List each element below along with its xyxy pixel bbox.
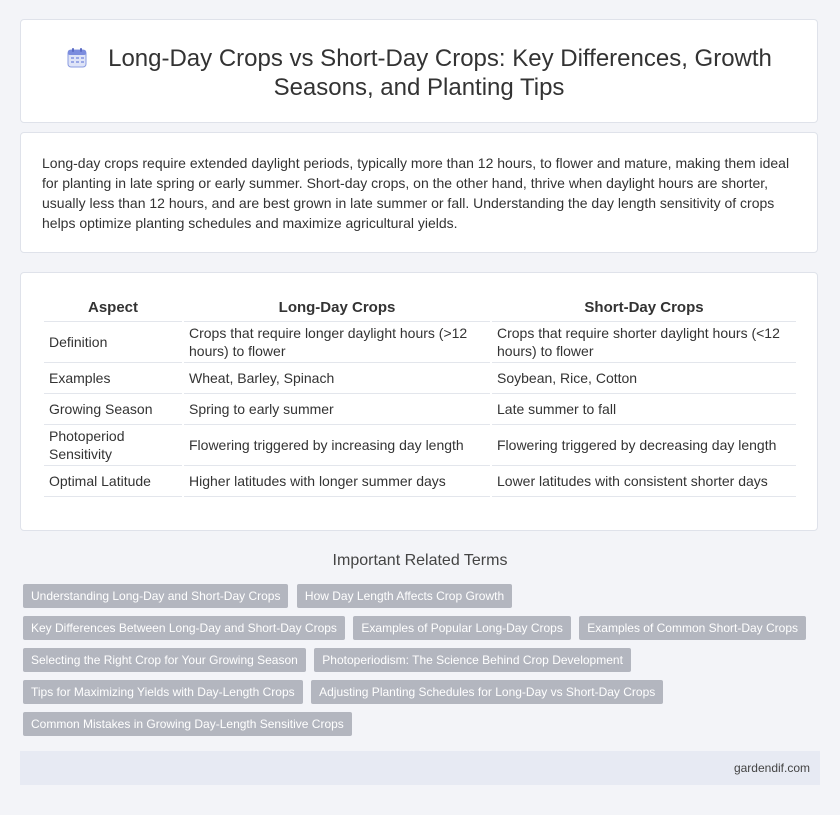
cell-long-day: Wheat, Barley, Spinach [184, 363, 490, 394]
table-row [44, 425, 796, 466]
intro-text: Long-day crops require extended daylight periods, typically more than 12 hours, to flower and mature, making them ideal for planting in late spring or early summer. Short-day crops, on the other hand, thrive when daylight hours are shorter, usually less than 12 hours, and are best grown in late summer or fall. Understanding the day length sensitivity of crops helps optimize planting schedules and maximize agricultural yields. [42, 155, 790, 231]
table-header-row [44, 294, 796, 322]
cell-aspect: Optimal Latitude [44, 466, 182, 497]
comparison-card [20, 272, 818, 531]
related-term-tag[interactable]: Common Mistakes in Growing Day-Length Sensitive Crops [23, 712, 352, 736]
related-term-tag[interactable]: Adjusting Planting Schedules for Long-Day vs Short-Day Crops [311, 680, 663, 704]
footer [20, 751, 820, 785]
related-term-tag[interactable]: Examples of Popular Long-Day Crops [353, 616, 570, 640]
cell-short-day: Flowering triggered by decreasing day length [492, 425, 796, 466]
cell-short-day: Crops that require shorter daylight hours (<12 hours) to flower [492, 322, 796, 363]
page-title [21, 44, 817, 102]
cell-long-day: Spring to early summer [184, 394, 490, 425]
related-terms-title: Important Related Terms [332, 552, 508, 569]
table-row [44, 466, 796, 497]
table-row [44, 394, 796, 425]
cell-aspect: Examples [44, 363, 182, 394]
cell-long-day: Crops that require longer daylight hours (>12 hours) to flower [184, 322, 490, 363]
related-term-tag[interactable]: Understanding Long-Day and Short-Day Crops [23, 584, 288, 608]
title-line-2: Seasons, and Planting Tips [273, 74, 565, 101]
intro-card [20, 132, 818, 253]
calendar-icon [66, 47, 88, 69]
cell-short-day: Soybean, Rice, Cotton [492, 363, 796, 394]
cell-long-day: Higher latitudes with longer summer days [184, 466, 490, 497]
title-card [20, 19, 818, 123]
cell-aspect: Definition [44, 322, 182, 363]
comparison-table [42, 294, 798, 497]
cell-long-day: Flowering triggered by increasing day length [184, 425, 490, 466]
cell-short-day: Late summer to fall [492, 394, 796, 425]
related-term-tag[interactable]: Examples of Common Short-Day Crops [579, 616, 806, 640]
footer-site-link[interactable]: gardendif.com [733, 761, 810, 775]
related-term-tag[interactable]: Key Differences Between Long-Day and Short-Day Crops [23, 616, 345, 640]
cell-aspect: Growing Season [44, 394, 182, 425]
related-term-tag[interactable]: How Day Length Affects Crop Growth [297, 584, 512, 608]
header-long-day: Long-Day Crops [184, 294, 490, 322]
cell-short-day: Lower latitudes with consistent shorter days [492, 466, 796, 497]
related-term-tag[interactable]: Selecting the Right Crop for Your Growing Season [23, 648, 306, 672]
header-aspect: Aspect [44, 294, 182, 322]
header-short-day: Short-Day Crops [492, 294, 796, 322]
related-term-tag[interactable]: Tips for Maximizing Yields with Day-Length Crops [23, 680, 303, 704]
related-term-tag[interactable]: Photoperiodism: The Science Behind Crop Development [314, 648, 631, 672]
related-terms-list [23, 584, 813, 744]
title-line-1: Long-Day Crops vs Short-Day Crops: Key Differences, Growth [108, 45, 772, 72]
table-row [44, 322, 796, 363]
cell-aspect: Photoperiod Sensitivity [44, 425, 182, 466]
table-row [44, 363, 796, 394]
